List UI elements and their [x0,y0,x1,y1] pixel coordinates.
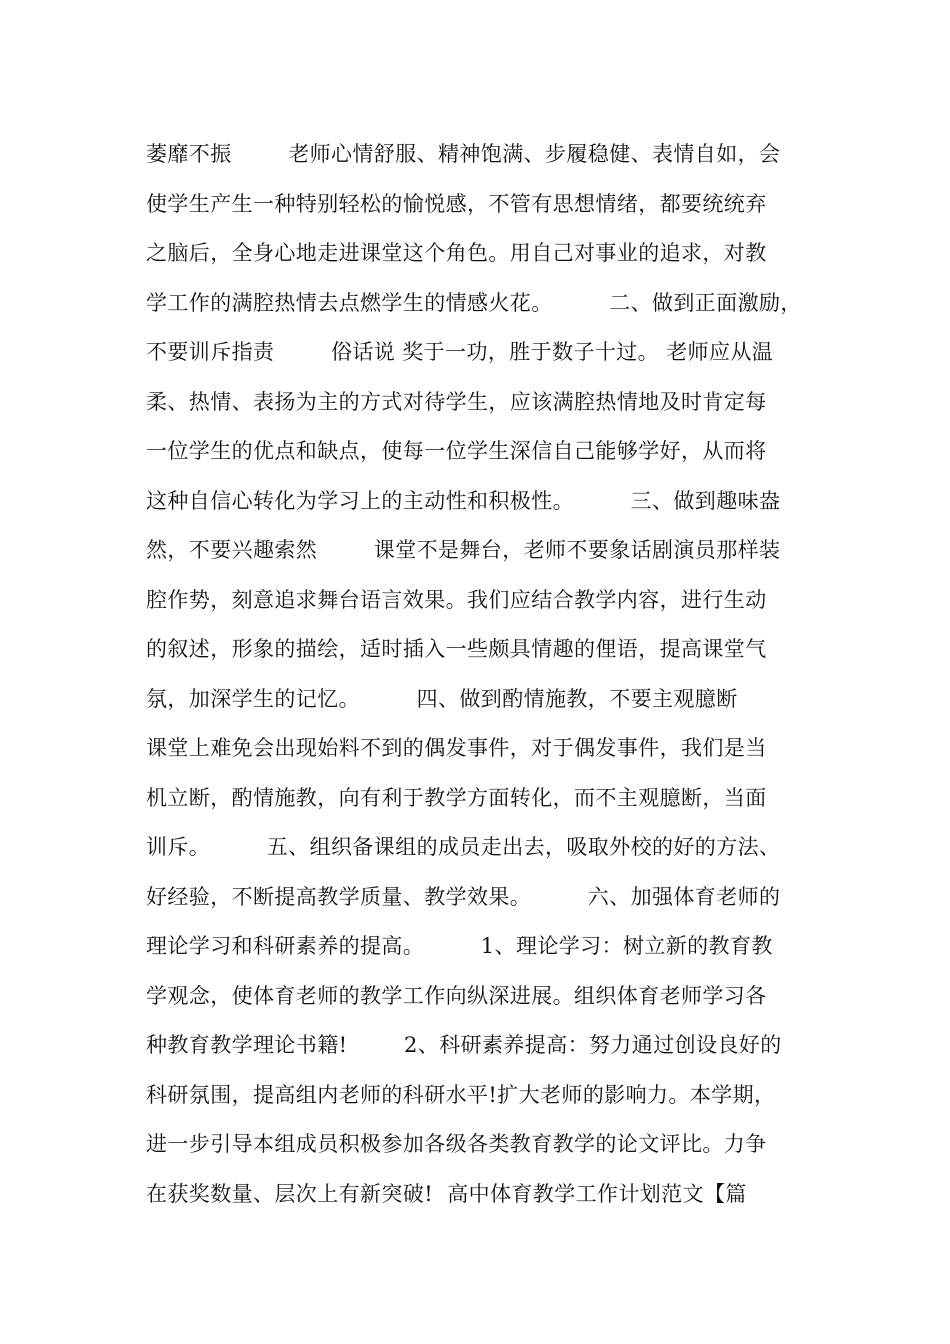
text-line: 氛，加深学生的记忆。 四、做到酌情施教，不要主观臆断 [146,686,738,711]
text-line: 学工作的满腔热情去点燃学生的情感火花。 二、做到正面激励， [146,290,802,315]
text-line: 课堂上难免会出现始料不到的偶发事件，对于偶发事件，我们是当 [146,736,767,760]
text-line: 这种自信心转化为学习上的主动性和积极性。 三、做到趣味盎 [146,488,781,513]
text-line: 不要训斥指责 俗话说 奖于一功，胜于数子十过。 老师应从温 [146,340,774,364]
text-line: 腔作势，刻意追求舞台语言效果。我们应结合教学内容，进行生动 [146,587,767,612]
text-line: 萎靡不振 老师心情舒服、精神饱满、步履稳健、表情自如，会 [146,142,781,166]
text-line: 进一步引导本组成员积极参加各级各类教育教学的论文评比。力争 [146,1132,767,1156]
text-line: 然，不要兴趣索然 课堂不是舞台，老师不要象话剧演员那样装 [146,538,781,562]
text-line: 好经验，不断提高教学质量、教学效果。 六、加强体育老师的 [146,884,781,909]
text-line: 学观念，使体育老师的教学工作向纵深进展。组织体育老师学习各 [146,983,767,1008]
text-line: 柔、热情、表扬为主的方式对待学生，应该满腔热情地及时肯定每 [146,389,767,414]
text-line: 在获奖数量、层次上有新突破! 高中体育教学工作计划范文【篇 [146,1181,747,1206]
text-line: 理论学习和科研素养的提高。 1、理论学习：树立新的教育教 [146,934,773,958]
text-line: 的叙述，形象的描绘，适时插入一些颇具情趣的俚语，提高课堂气 [146,637,767,661]
text-line: 机立断，酌情施教，向有利于教学方面转化，而不主观臆断，当面 [146,785,767,810]
text-line: 使学生产生一种特别轻松的愉悦感，不管有思想情绪，都要统统弃 [146,191,767,216]
text-line: 一位学生的优点和缺点，使每一位学生深信自己能够学好，从而将 [146,439,767,463]
text-line: 之脑后，全身心地走进课堂这个角色。用自己对事业的追求，对教 [146,241,767,265]
text-line: 种教育教学理论书籍! 2、科研素养提高：努力通过创设良好的 [146,1033,782,1057]
text-line: 科研氛围，提高组内老师的科研水平!扩大老师的影响力。本学期， [146,1082,776,1107]
body-text [146,130,816,1219]
text-line: 训斥。 五、组织备课组的成员走出去，吸取外校的好的方法、 [146,835,781,859]
